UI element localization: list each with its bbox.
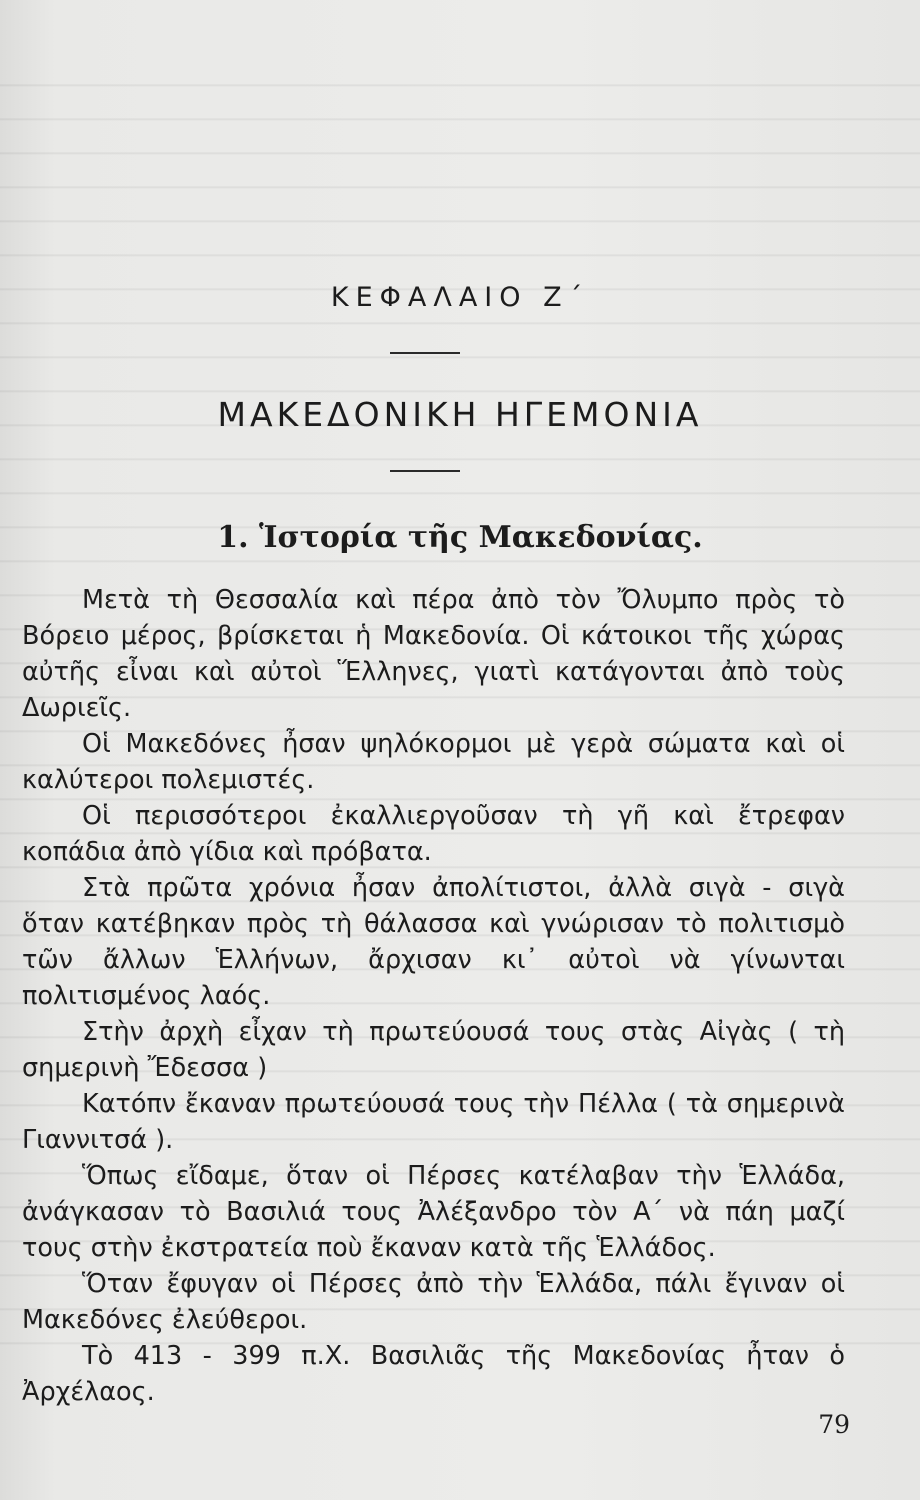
paragraph: Μετὰ τὴ Θεσσαλία καὶ πέρα ἀπὸ τὸν Ὄλυμπο πρὸς τὸ Βόρειο μέρος, βρίσκεται ἡ Μακεδονία. Οἱ κάτοικοι τῆς χώρας αὐτῆς εἶναι καὶ αὐτοὶ Ἕλληνες, γιατὶ κατάγονται ἀπὸ τοὺς Δωριεῖς.: [22, 585, 845, 723]
body-text: [22, 582, 845, 1410]
chapter-label: ΚΕΦΑΛΑΙΟ Ζ΄: [330, 282, 590, 313]
paragraph: Κατόπν ἔκαναν πρωτεύουσά τους τὴν Πέλλα ( τὰ σημερινὰ Γιαννιτσά ).: [22, 1089, 845, 1155]
paragraph: Οἱ περισσότεροι ἐκαλλιεργοῦσαν τὴ γῆ καὶ ἔτρεφαν κοπάδια ἀπὸ γίδια καὶ πρόβατα.: [22, 801, 845, 867]
paragraph: Τὸ 413 - 399 π.Χ. Βασιλιᾶς τῆς Μακεδονίας ἦταν ὁ Ἀρχέλαος.: [22, 1341, 845, 1407]
paragraph: Στὴν ἀρχὴ εἶχαν τὴ πρωτεύουσά τους στὰς Αἰγὰς ( τὴ σημερινὴ Ἔδεσσα ): [22, 1017, 845, 1083]
section-title: 1. Ἱστορία τῆς Μακεδονίας.: [217, 520, 703, 555]
divider-rule-top: [390, 352, 460, 354]
paragraph: Οἱ Μακεδόνες ἦσαν ψηλόκορμοι μὲ γερὰ σώματα καὶ οἱ καλύτεροι πολεμιστές.: [22, 729, 845, 795]
divider-rule-bottom: [390, 470, 460, 472]
paragraph: Ὅταν ἔφυγαν οἱ Πέρσες ἀπὸ τὴν Ἑλλάδα, πάλι ἔγιναν οἱ Μακεδόνες ἐλεύθεροι.: [22, 1269, 845, 1335]
paragraph: Στὰ πρῶτα χρόνια ἦσαν ἀπολίτιστοι, ἀλλὰ σιγὰ - σιγὰ ὅταν κατέβηκαν πρὸς τὴ θάλασσα καὶ γνώρισαν τὸ πολιτισμὸ τῶν ἄλλων Ἑλλήνων, ἄρχισαν κι᾽ αὐτοὶ νὰ γίνωνται πολιτισμένος λαός.: [22, 873, 845, 1011]
paragraph: Ὅπως εἴδαμε, ὅταν οἱ Πέρσες κατέλαβαν τὴν Ἑλλάδα, ἀνάγκασαν τὸ Βασιλιά τους Ἀλέξανδρο τὸν Α΄ νὰ πάη μαζί τους στὴν ἐκστρατεία ποὺ ἔκαναν κατὰ τῆς Ἑλλάδος.: [22, 1161, 845, 1263]
chapter-title: ΜΑΚΕΔΟΝΙΚΗ ΗΓΕΜΟΝΙΑ: [217, 395, 703, 434]
page-number: 79: [818, 1410, 850, 1439]
